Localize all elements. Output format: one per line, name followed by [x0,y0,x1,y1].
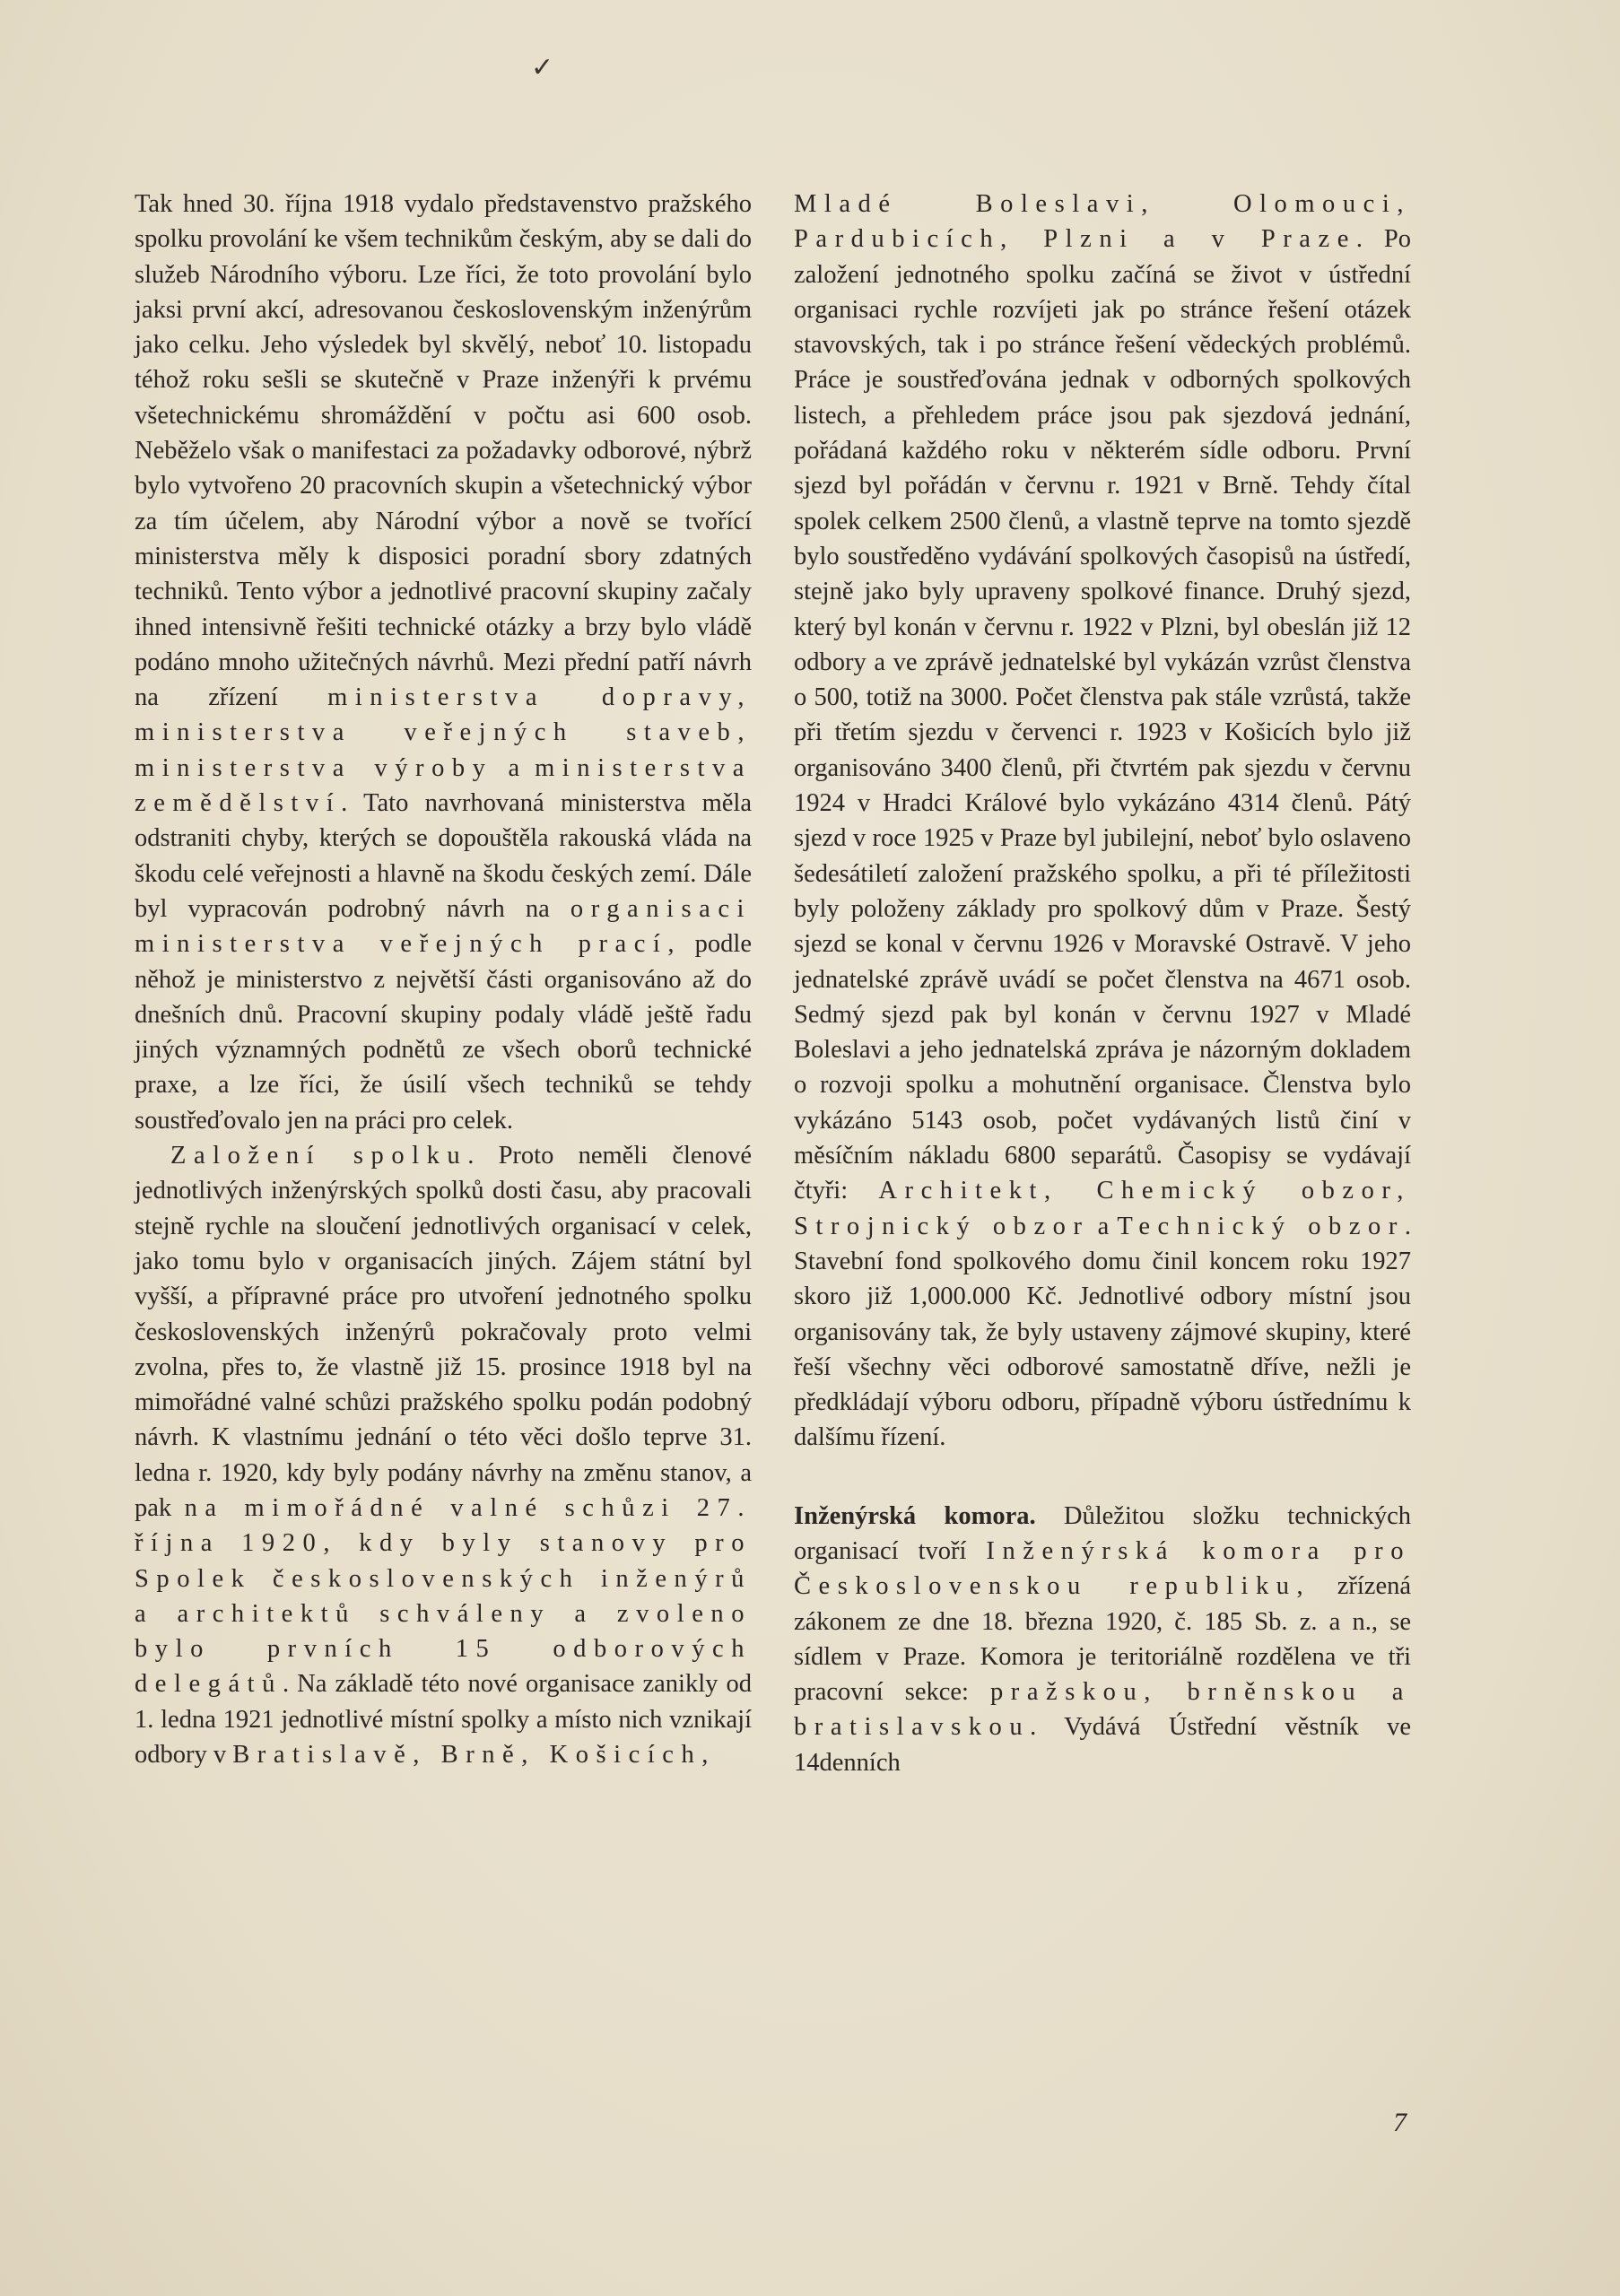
spaced-emphasis: Technický obzor [1117,1212,1405,1240]
page-mark: ✓ [531,53,554,83]
spaced-emphasis: Architekt, Chemický obzor, Strojnický obzor [794,1177,1411,1240]
paragraph-postwar-organisation: Tak hned 30. října 1918 vydalo představenstvo pražského spolku provolání ke všem technikům českým, aby se dali do služeb Národního výboru. Lze říci, že toto provolání bylo jaksi první akcí, adresovanou československým inženýrům jako celku. Jeho výsledek byl skvělý, neboť 10. listopadu téhož roku sešli se skutečně v Praze inženýři k prvému všetechnickému shromáždění v počtu asi 600 osob. Neběželo však o manifestaci za požadavky odborové, nýbrž bylo vytvořeno 20 pracovních skupin a všetechnický výbor za tím účelem, aby Národní výbor a nově se tvořící ministerstva měly k disposici poradní sbory zdatných techniků. Tento výbor a jednotlivé pracovní skupiny začaly ihned intensivně řešiti technické otázky a brzy bylo vládě podáno mnoho užitečných návrhů. Mezi přední patří návrh na zřízení ministerstva dopravy, ministerstva veřejných staveb, ministerstva výroby a ministerstva zemědělství. Tato navrhovaná ministerstva měla odstraniti chyby, kterých se dopouštěla rakouská vláda na škodu celé veřejnosti a hlavně na škodu českých zemí. Dále byl vypracován podrobný návrh na organisaci ministerstva veřejných prací, podle něhož je ministerstvo z největší části organisováno až do dnešních dnů. Pracovní skupiny podaly vládě ještě řadu jiných významných podnětů ze všech oborů technické praxe, a lze říci, že úsilí všech techniků se tehdy soustřeďovalo jen na práci pro celek. [135,190,752,1135]
section-heading: Inženýrská komora. [794,1501,1036,1530]
spaced-emphasis: na mimořádné valné schůzi 27. října 1920, kdy byly stanovy pro Spolek československých inženýrů a architektů schváleny a zvoleno bylo prvních 15 odborových delegátů [135,1493,752,1699]
spaced-emphasis: pražskou, brněnskou a bratislavskou [794,1678,1412,1742]
spaced-emphasis: ministerstva zemědělství [135,753,752,818]
paragraph-congresses: Mladé Boleslavi, Olomouci, Pardubicích, Plzni a v Praze. Po založení jednotného spolku začíná se život v ústřední organisaci rychle rozvíjeti jak po stránce řešení otázek stavovských, tak i po stránce řešení vědeckých problémů. Práce je soustřeďována jednak v odborných spolkových listech, a přehledem práce jsou pak sjezdová jednání, pořádaná každého roku v některém sídle odboru. První sjezd byl pořádán v červnu r. 1921 v Brně. Tehdy čítal spolek celkem 2500 členů, a vlastně teprve na tomto sjezdě bylo soustředěno vydávání spolkových časopisů na ústředí, stejně jako byly upraveny spolkové finance. Druhý sjezd, který byl konán v červnu r. 1922 v Plzni, byl obeslán již 12 odbory a ve zprávě jednatelské byl vykázán vzrůst členstva o 500, totiž na 3000. Počet členstva pak stále vzrůstá, takže při třetím sjezdu v červenci r. 1923 v Košicích bylo již organisováno 3400 členů, při čtvrtém pak sjezdu v červnu 1924 v Hradci Králové bylo vykázáno 4314 členů. Pátý sjezd v roce 1925 v Praze byl jubilejní, neboť bylo oslaveno šedesátiletí založení pražského spolku, a při té příležitosti byly položeny základy pro spolkový dům v Praze. Šestý sjezd se konal v červnu 1926 v Moravské Ostravě. V jeho jednatelské zprávě uvádí se počet členstva na 4671 osob. Sedmý sjezd pak byl konán v červnu 1927 v Mladé Boleslavi a jeho jednatelská zpráva je názorným dokladem o rozvoji spolku a mohutnění organisace. Členstva bylo vykázáno 5143 osob, počet vydávaných listů činí v měsíčním nákladu 6800 separátů. Časopisy se vydávají čtyři: Architekt, Chemický obzor, Strojnický obzor a Technický obzor. Stavební fond spolkového domu činil koncem roku 1927 skoro již 1,000.000 Kč. Jednotlivé odbory místní jsou organisovány tak, že byly ustaveny zájmové skupiny, které řeší všechny věci odborové samostatně dříve, nežli je předkládají výboru odboru, případně výboru ústřednímu k dalšímu řízení. [794,190,1411,1452]
spaced-emphasis: Mladé Boleslavi, Olomouci, Pardubicích, Plzni a v Praze [794,190,1411,254]
spaced-emphasis: organisaci ministerstva veřejných prací [135,894,752,959]
page-number: 7 [1393,2108,1407,2137]
section-lead: Založení spolku [170,1142,468,1170]
spaced-emphasis: Inženýrská komora pro Československou republiku [794,1536,1411,1601]
spaced-emphasis: Bratislavě, Brně, Košicích, [232,1741,716,1770]
left-column [135,187,752,1772]
right-column [794,187,1411,1780]
paragraph-engineering-chamber: Inženýrská komora. Důležitou složku technických organisací tvoří Inženýrská komora pro Československou republiku, zřízená zákonem ze dne 18. března 1920, č. 185 Sb. z. a n., se sídlem v Praze. Komora je teritoriálně rozdělena ve tři pracovní sekce: pražskou, brněnskou a bratislavskou. Vydává Ústřední věstník ve 14denních [794,1501,1412,1777]
paragraph-founding-of-association: Založení spolku. Proto neměli členové jednotlivých inženýrských spolků dosti času, aby pracovali stejně rychle na sloučení jednotlivých organisací v celek, jako tomu bylo v organisacích jiných. Zájem státní byl vyšší, a přípravné práce pro utvoření jednotného spolku československých inženýrů pokračovaly proto velmi zvolna, přes to, že vlastně již 15. prosince 1918 byl na mimořádné valné schůzi pražského spolku podán podobný návrh. K vlastnímu jednání o této věci došlo teprve 31. ledna r. 1920, kdy byly podány návrhy na změnu stanov, a pak na mimořádné valné schůzi 27. října 1920, kdy byly stanovy pro Spolek československých inženýrů a architektů schváleny a zvoleno bylo prvních 15 odborových delegátů. Na základě této nové organisace zanikly od 1. ledna 1921 jednotlivé místní spolky a místo nich vznikají odbory v Bratislavě, Brně, Košicích, [135,1142,752,1770]
spaced-emphasis: ministerstva dopravy, ministerstva veřejných staveb, ministerstva výroby [135,683,752,782]
